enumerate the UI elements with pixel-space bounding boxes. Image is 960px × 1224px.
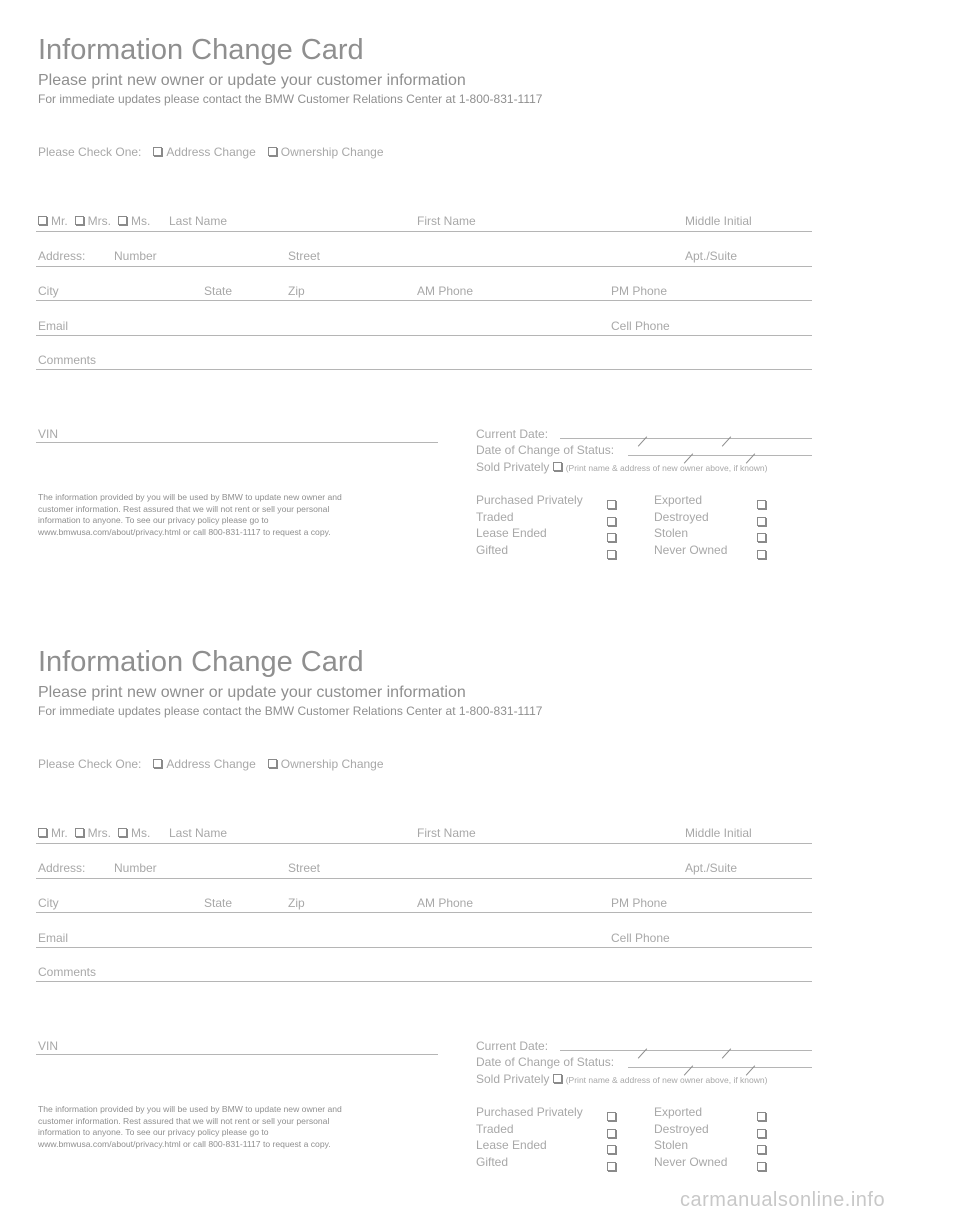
cell-phone-label: Cell Phone (611, 319, 670, 333)
reason-label: Destroyed (654, 1121, 709, 1136)
am-phone-label: AM Phone (417, 284, 474, 298)
reason-checkbox-container (757, 1108, 770, 1126)
reason-label: Lease Ended (476, 526, 547, 540)
vin-line[interactable] (36, 442, 438, 443)
ms-label: Ms. (131, 214, 151, 228)
card-subtitle: Please print new owner or update your customer information (38, 72, 466, 89)
watermark: carmanualsonline.info (680, 1189, 886, 1211)
reason-label: Traded (476, 509, 514, 524)
comments-line[interactable] (36, 369, 812, 370)
reason-checkbox-container (607, 1141, 620, 1159)
address-change-label: Address Change (166, 145, 256, 159)
reason-checkbox-container (757, 496, 770, 514)
reason-checkbox-container (607, 513, 620, 531)
mr-checkbox[interactable] (38, 828, 47, 837)
check-one-label: Please Check One: (38, 757, 142, 771)
vin-label: VIN (38, 1039, 59, 1053)
first-name-label: First Name (417, 826, 476, 840)
reason-label: Stolen (654, 1138, 689, 1152)
reason-checkbox-container (607, 1158, 620, 1176)
salutation-group (38, 214, 150, 228)
email-label: Email (38, 931, 69, 945)
name-line[interactable] (36, 231, 812, 232)
reason-label: Never Owned (654, 1154, 728, 1169)
reason-checkbox[interactable] (607, 1145, 616, 1154)
reason-checkbox[interactable] (757, 1129, 766, 1138)
salutation-group (38, 826, 150, 840)
date-change-line[interactable] (628, 455, 812, 456)
reason-checkbox[interactable] (757, 1145, 766, 1154)
vin-line[interactable] (36, 1054, 438, 1055)
sold-privately-row (476, 1072, 767, 1086)
date-slash (638, 1048, 647, 1058)
contact-line: For immediate updates please contact the BMW Customer Relations Center at 1-800-831-1117 (38, 704, 543, 718)
mrs-checkbox[interactable] (75, 828, 84, 837)
last-name-label: Last Name (169, 826, 228, 840)
privacy-notice: The information provided by you will be used by BMW to update new owner and customer information. Rest assured that we will not rent or sell your personal information to anyone. To see our privacy policy please go to www.bmwusa.com/about/privacy.html or call 800-831-1117 to request a copy. (38, 492, 342, 537)
reason-checkbox-container (607, 1108, 620, 1126)
sold-privately-checkbox[interactable] (553, 1074, 562, 1083)
reason-checkbox[interactable] (607, 1162, 616, 1171)
current-date-line[interactable] (560, 1050, 812, 1051)
comments-line[interactable] (36, 981, 812, 982)
reason-checkbox[interactable] (607, 1129, 616, 1138)
address-label: Address: (38, 861, 86, 875)
last-name-label: Last Name (169, 214, 228, 228)
reason-checkbox-container (607, 1125, 620, 1143)
mrs-checkbox[interactable] (75, 216, 84, 225)
card-subtitle: Please print new owner or update your customer information (38, 684, 466, 701)
current-date-line[interactable] (560, 438, 812, 439)
street-label: Street (288, 861, 321, 875)
check-one-row (38, 757, 384, 771)
mrs-label: Mrs. (87, 826, 111, 840)
zip-label: Zip (288, 284, 305, 298)
check-one-row (38, 145, 384, 159)
reason-checkbox-container (757, 529, 770, 547)
address-label: Address: (38, 249, 86, 263)
reason-label: Lease Ended (476, 1138, 547, 1152)
email-line[interactable] (36, 335, 812, 336)
date-slash (722, 1048, 731, 1058)
middle-initial-label: Middle Initial (685, 826, 752, 840)
pm-phone-label: PM Phone (611, 896, 668, 910)
card-title: Information Change Card (38, 34, 364, 66)
address-line[interactable] (36, 266, 812, 267)
comments-label: Comments (38, 353, 97, 367)
state-label: State (204, 896, 233, 910)
reason-checkbox[interactable] (757, 533, 766, 542)
date-change-line[interactable] (628, 1067, 812, 1068)
privacy-notice: The information provided by you will be used by BMW to update new owner and customer information. Rest assured that we will not rent or sell your personal information to anyone. To see our privacy policy please go to www.bmwusa.com/about/privacy.html or call 800-831-1117 to request a copy. (38, 1104, 342, 1149)
reason-checkbox-container (757, 1125, 770, 1143)
apt-suite-label: Apt./Suite (685, 249, 738, 263)
cell-phone-label: Cell Phone (611, 931, 670, 945)
sold-privately-label: Sold Privately (476, 1072, 550, 1086)
reason-checkbox-container (607, 546, 620, 564)
reason-checkbox-container (607, 496, 620, 514)
date-change-label: Date of Change of Status: (476, 443, 615, 457)
mrs-label: Mrs. (87, 214, 111, 228)
state-label: State (204, 284, 233, 298)
reason-label: Purchased Privately (476, 493, 583, 507)
comments-label: Comments (38, 965, 97, 979)
address-change-checkbox[interactable] (153, 147, 162, 156)
address-change-checkbox[interactable] (153, 759, 162, 768)
information-change-card (0, 612, 960, 1224)
ms-label: Ms. (131, 826, 151, 840)
ownership-change-checkbox[interactable] (268, 147, 277, 156)
vin-label: VIN (38, 427, 59, 441)
pm-phone-label: PM Phone (611, 284, 668, 298)
mr-checkbox[interactable] (38, 216, 47, 225)
reason-checkbox[interactable] (757, 1162, 766, 1171)
reason-label: Traded (476, 1121, 514, 1136)
mr-label: Mr. (51, 214, 68, 228)
reason-checkbox[interactable] (757, 500, 766, 509)
reason-checkbox[interactable] (607, 1112, 616, 1121)
reason-label: Exported (654, 493, 703, 507)
name-line[interactable] (36, 843, 812, 844)
reason-label: Gifted (476, 542, 509, 557)
ownership-change-label: Ownership Change (280, 757, 384, 771)
date-slash (722, 436, 731, 446)
middle-initial-label: Middle Initial (685, 214, 752, 228)
reason-checkbox-container (757, 1141, 770, 1159)
apt-suite-label: Apt./Suite (685, 861, 738, 875)
address-line[interactable] (36, 878, 812, 879)
reason-checkbox-container (757, 546, 770, 564)
email-line[interactable] (36, 947, 812, 948)
reason-label: Never Owned (654, 542, 728, 557)
reason-checkbox-container (607, 529, 620, 547)
reason-label: Exported (654, 1105, 703, 1119)
sold-privately-checkbox[interactable] (553, 462, 562, 471)
check-one-label: Please Check One: (38, 145, 142, 159)
sold-privately-row (476, 460, 767, 474)
reason-label: Destroyed (654, 509, 709, 524)
ownership-change-label: Ownership Change (280, 145, 384, 159)
reason-label: Gifted (476, 1154, 509, 1169)
reason-checkbox[interactable] (607, 533, 616, 542)
city-line[interactable] (36, 912, 812, 913)
reason-label: Purchased Privately (476, 1105, 583, 1119)
number-label: Number (114, 249, 157, 263)
reason-checkbox[interactable] (607, 550, 616, 559)
sold-privately-note: (Print name & address of new owner above, if known) (565, 463, 768, 473)
reason-checkbox[interactable] (607, 517, 616, 526)
sold-privately-note: (Print name & address of new owner above, if known) (565, 1075, 768, 1085)
card-title: Information Change Card (38, 646, 364, 678)
address-change-label: Address Change (166, 757, 256, 771)
date-change-label: Date of Change of Status: (476, 1055, 615, 1069)
current-date-label: Current Date: (476, 427, 549, 441)
zip-label: Zip (288, 896, 305, 910)
city-label: City (38, 896, 59, 910)
contact-line: For immediate updates please contact the BMW Customer Relations Center at 1-800-831-1117 (38, 92, 543, 106)
number-label: Number (114, 861, 157, 875)
city-label: City (38, 284, 59, 298)
am-phone-label: AM Phone (417, 896, 474, 910)
reason-checkbox-container (757, 1158, 770, 1176)
sold-privately-label: Sold Privately (476, 460, 550, 474)
reason-checkbox[interactable] (607, 500, 616, 509)
ownership-change-checkbox[interactable] (268, 759, 277, 768)
current-date-label: Current Date: (476, 1039, 549, 1053)
reason-checkbox[interactable] (757, 1112, 766, 1121)
date-slash (638, 436, 647, 446)
ms-checkbox[interactable] (118, 216, 127, 225)
email-label: Email (38, 319, 69, 333)
mr-label: Mr. (51, 826, 68, 840)
reason-checkbox-container (757, 513, 770, 531)
first-name-label: First Name (417, 214, 476, 228)
reason-checkbox[interactable] (757, 550, 766, 559)
street-label: Street (288, 249, 321, 263)
ms-checkbox[interactable] (118, 828, 127, 837)
reason-checkbox[interactable] (757, 517, 766, 526)
city-line[interactable] (36, 300, 812, 301)
reason-label: Stolen (654, 526, 689, 540)
